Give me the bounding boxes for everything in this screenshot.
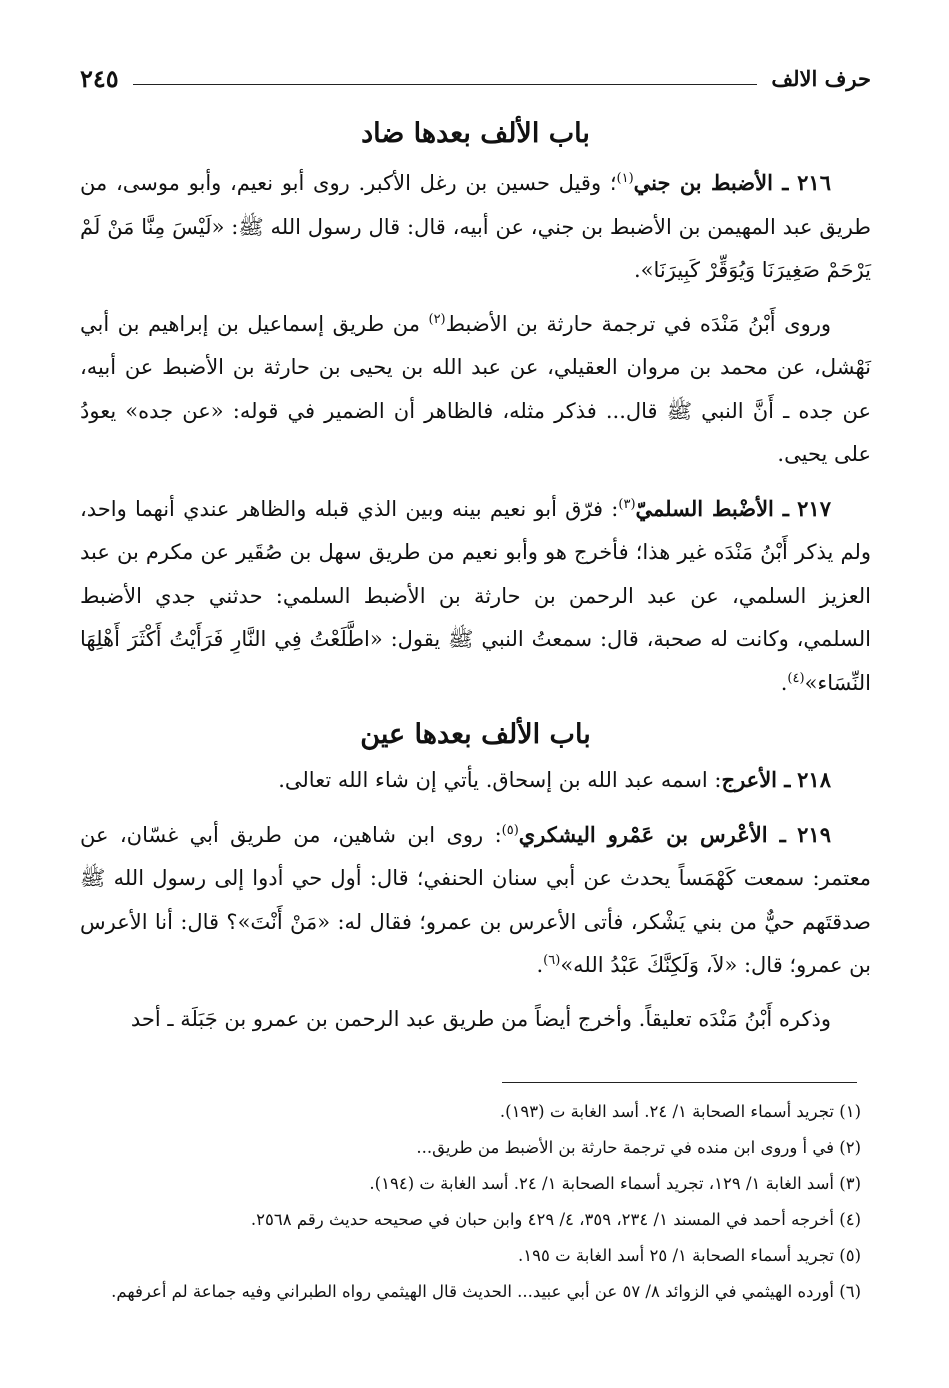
footnote-ref: (١)	[616, 171, 634, 186]
footnote-ref: (٢)	[428, 311, 446, 327]
para-text: وروى أَبْنُ مَنْدَه في ترجمة حارثة بن الأضبط	[445, 311, 831, 336]
footnote-2: (٢) في أ وروى ابن منده في ترجمة حارثة بن الأضبط من طريق...	[416, 1138, 861, 1157]
header-rule	[133, 84, 758, 85]
footnotes	[80, 1094, 869, 1310]
entry-number: ٢١٨	[797, 767, 831, 792]
entry-217	[80, 487, 871, 706]
section-heading-dad: باب الألف بعدها ضاد	[361, 118, 590, 149]
footnote-4: (٤) أخرجه أحمد في المسند ١/ ٢٣٤، ٣٥٩، ٤/ ٤٢٩ وابن حبان في صحيحه حديث رقم ٢٥٦٨.	[250, 1210, 861, 1229]
page-number: ٢٤٥	[80, 63, 119, 93]
entry-number: ٢١٦	[797, 170, 831, 195]
entry-text: : روى ابن شاهين، من طريق أبي غسّان، عن معتمر: سمعت كَهْمَساً يحدث عن أبي سنان الحنفي؛ قال: أول حي أدوا إلى رسول الله ﷺ صدقتَهم حيٌّ من بني يَشْكر، فأتى الأعرس بن عمرو؛ فقال له: «مَنْ أَنْتَ»؟ قال: أنا الأعرس بن عمرو؛ قال: «لاَ، وَلَكِنَّكَ عَبْدُ الله»	[80, 822, 871, 977]
entry-216	[80, 161, 871, 293]
entry-name: ـ الأعْرس بن عَمْرو اليشكري	[518, 821, 786, 847]
footnote-ref: (٦)	[543, 953, 561, 968]
entry-name: ـ الأعرج	[721, 767, 791, 792]
entry-218	[80, 758, 871, 803]
footnote-ref: (٣)	[618, 496, 636, 512]
entry-name: ـ الأضبط بن جني	[633, 170, 789, 195]
footnote-6: (٦) أورده الهيثمي في الزوائد ٨/ ٥٧ عن أبي عبيد... الحديث قال الهيثمي رواه الطبراني وفيه جماعة لم أعرفهم.	[111, 1282, 861, 1301]
footnote-1: (١) تجريد أسماء الصحابة ١/ ٢٤. أسد الغابة ت (١٩٣).	[499, 1102, 861, 1121]
entry-219-para-2: وذكره أَبْنُ مَنْدَه تعليقاً. وأخرج أيضاً من طريق عبد الرحمن بن عمرو بن جَبَلَة ـ أحد	[130, 1006, 831, 1031]
section-heading-ain: باب الألف بعدها عين	[360, 719, 591, 750]
chapter-title: حرف الالف	[771, 65, 871, 91]
entry-219	[80, 813, 871, 988]
footnote-separator	[502, 1082, 857, 1083]
entry-text: : اسمه عبد الله بن إسحاق. يأتي إن شاء الله تعالى.	[278, 768, 722, 792]
punct: .	[780, 670, 788, 695]
footnote-5: (٥) تجريد أسماء الصحابة ١/ ٢٥ أسد الغابة ت ١٩٥.	[518, 1246, 861, 1265]
para-text: من طريق إسماعيل بن إبراهيم بن أبي نَهْشل، عن محمد بن مروان العقيلي، عن عبد الله بن يحيى بن حارثة بن الأضبط عن أبيه، عن جده ـ أَنَّ النبي ﷺ قال... فذكر مثله، فالظاهر أن الضمير في قوله: «عن جده» يعودُ على يحيى.	[80, 311, 871, 466]
footnote-ref: (٥)	[501, 822, 519, 838]
punct: .	[536, 953, 544, 977]
entry-text: : فرّق أبو نعيم بينه وبين الذي قبله والظاهر عندي أنهما واحد، ولم يذكر أَبْنُ مَنْدَه غير هذا؛ فأخرج هو وأبو نعيم من طريق سهل بن صُقَير عن مكرم بن عبد العزيز السلمي، عن عبد الرحمن بن حارثة بن الأضبط السلمي: حدثني جدي الأضبط السلمي، وكانت له صحبة، قال: سمعتُ النبي ﷺ يقول: «اطَّلَعْتُ فِي النَّارِ فَرَأَيْتُ أَكْثَرَ أَهْلِهَا النِّسَاء»	[80, 496, 871, 695]
footnote-3: (٣) أسد الغابة ١/ ١٢٩، تجريد أسماء الصحابة ١/ ٢٤. أسد الغابة ت (١٩٤).	[369, 1174, 861, 1193]
footnote-ref: (٤)	[787, 670, 805, 686]
entry-number: ٢١٧	[797, 495, 831, 521]
entry-216-para-2	[80, 303, 871, 477]
entry-number: ٢١٩	[797, 821, 831, 847]
entry-name: ـ الأضْبط السلميّ	[635, 495, 789, 521]
running-header	[80, 58, 871, 98]
entry-text: ؛ وقيل حسين بن رغل الأكبر. روى أبو نعيم، وأبو موسى، من طريق عبد المهيمن بن الأضبط بن جني، عن أبيه، قال: قال رسول الله ﷺ: «لَيْسَ مِنَّا مَنْ لَمْ يَرْحَمْ صَغِيرَنَا وَيُوَقِّرْ كَبِيرَنَا».	[80, 171, 871, 282]
